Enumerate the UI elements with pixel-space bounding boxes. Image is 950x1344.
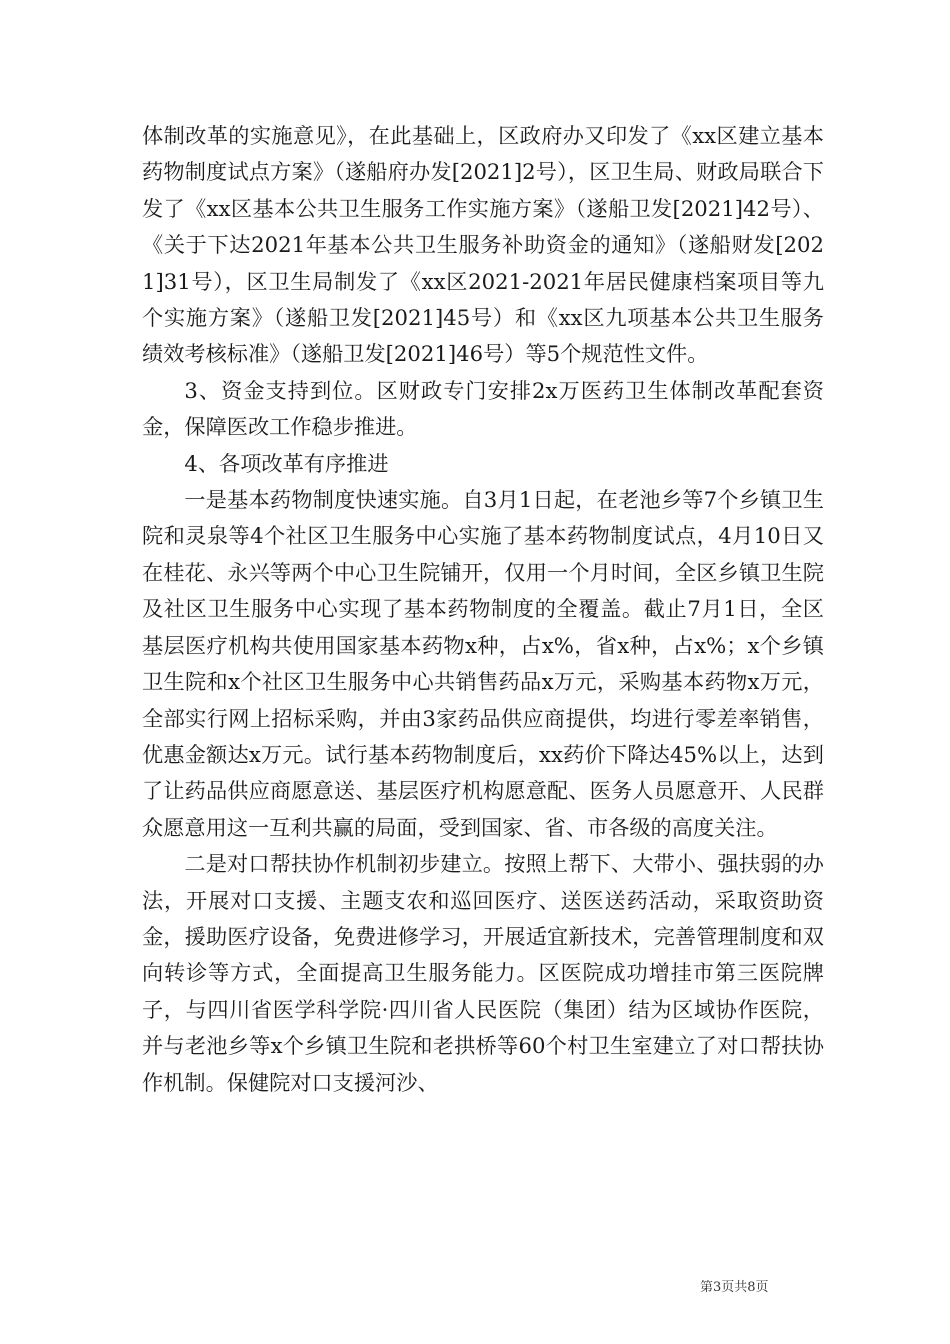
paragraph-counterpart-support: 二是对口帮扶协作机制初步建立。按照上帮下、大带小、强扶弱的办法，开展对口支援、主题支农和巡回医疗、送医送药活动，采取资助资金，援助医疗设备，免费进修学习，开展适宜新技术，完善管理制度和双向转诊等方式，全面提高卫生服务能力。区医院成功增挂市第三医院牌子，与四川省医学科学院·四川省人民医院（集团）结为区域协作医院，并与老池乡等x个乡镇卫生院和老拱桥等60个村卫生室建立了对口帮扶协作机制。保健院对口支援河沙、 (142, 851, 824, 1095)
paragraph-continuation: 体制改革的实施意见》，在此基础上，区政府办又印发了《xx区建立基本药物制度试点方案》（遂船府办发[2021]2号），区卫生局、财政局联合下发了《xx区基本公共卫生服务工作实施方案》（遂船卫发[2021]42号）、《关于下达2021年基本公共卫生服务补助资金的通知》（遂船财发[2021]31号），区卫生局制发了《xx区2021-2021年居民健康档案项目等九个实施方案》（遂船卫发[2021]45号）和《xx区九项基本公共卫生服务绩效考核标准》（遂船卫发[2021]46号）等5个规范性文件。 (142, 123, 824, 367)
document-body (142, 118, 824, 1101)
paragraph-essential-drugs: 一是基本药物制度快速实施。自3月1日起，在老池乡等7个乡镇卫生院和灵泉等4个社区卫生服务中心实施了基本药物制度试点，4月10日又在桂花、永兴等两个中心卫生院铺开，仅用一个月时间，全区乡镇卫生院及社区卫生服务中心实现了基本药物制度的全覆盖。截止7月1日，全区基层医疗机构共使用国家基本药物x种，占x%，省x种，占x%；x个乡镇卫生院和x个社区卫生服务中心共销售药品x万元，采购基本药物x万元，全部实行网上招标采购，并由3家药品供应商提供，均进行零差率销售，优惠金额达x万元。试行基本药物制度后，xx药价下降达45%以上，达到了让药品供应商愿意送、基层医疗机构愿意配、医务人员愿意开、人民群众愿意用这一互利共赢的局面，受到国家、省、市各级的高度关注。 (142, 487, 824, 840)
page-number: 第3页共8页 (700, 1280, 769, 1295)
paragraph-heading-reforms: 4、各项改革有序推进 (184, 450, 389, 476)
paragraph-funding: 3、资金支持到位。区财政专门安排2x万医药卫生体制改革配套资金，保障医改工作稳步推进。 (142, 377, 824, 440)
